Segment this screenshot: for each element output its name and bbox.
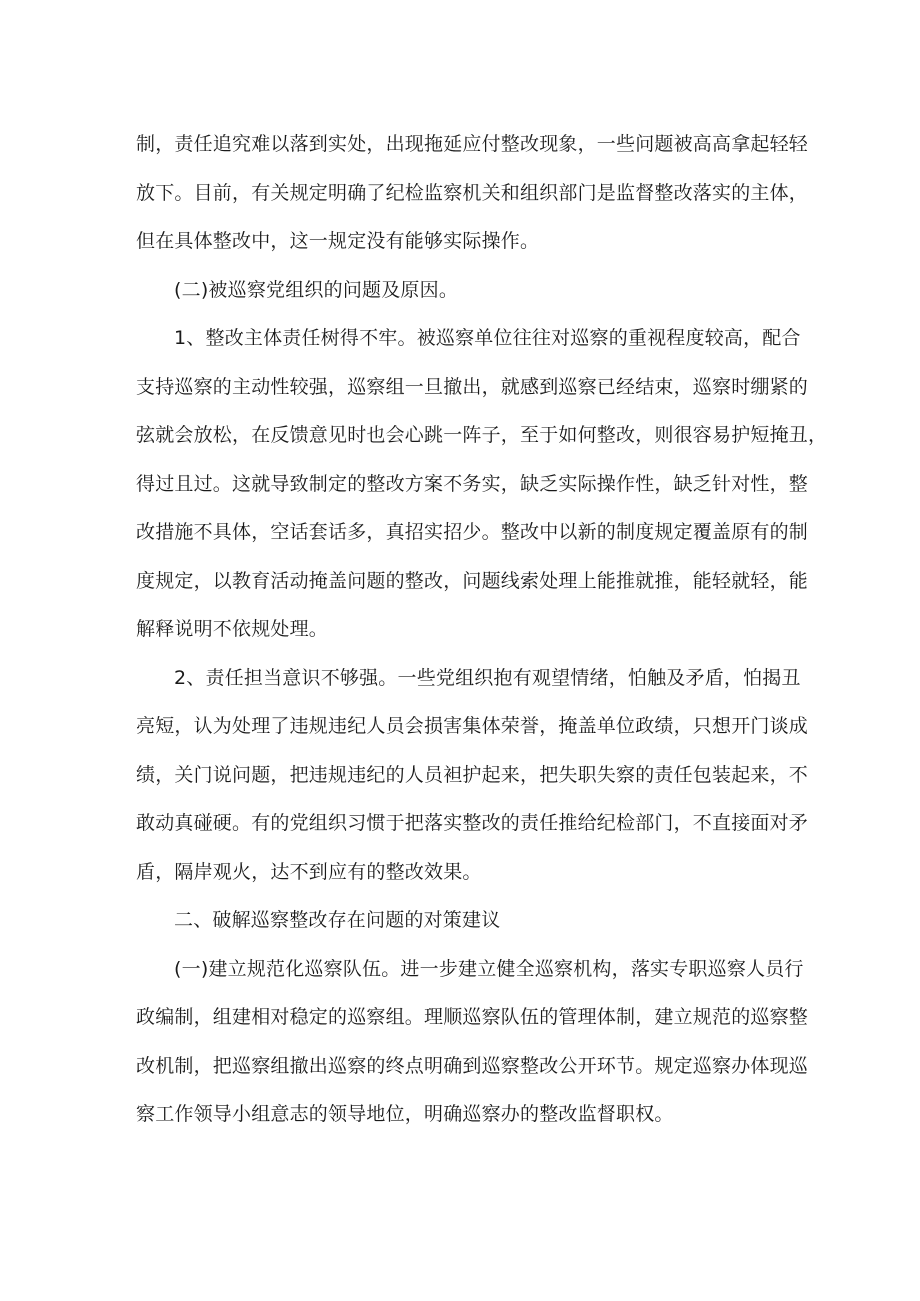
text-line: 制，责任追究难以落到实处，出现拖延应付整改现象，一些问题被高高拿起轻轻 [136, 133, 809, 155]
text-line: 支持巡察的主动性较强，巡察组一旦撤出，就感到巡察已经结束，巡察时绷紧的 [136, 375, 809, 398]
section-heading-text: 二、破解巡察整改存在问题的对策建议 [174, 909, 501, 931]
paragraph-item-1 [136, 314, 828, 654]
subheading-text: (二)被巡察党组织的问题及原因。 [174, 278, 459, 301]
text-line: 敢动真碰硬。有的党组织习惯于把落实整改的责任推给纪检部门，不直接面对矛 [136, 812, 809, 834]
section-heading-countermeasures [136, 896, 784, 945]
document-body [136, 120, 828, 1139]
text-line: 盾，隔岸观火，达不到应有的整改效果。 [136, 860, 482, 883]
text-line: 改机制，把巡察组撤出巡察的终点明确到巡察整改公开环节。规定巡察办体现巡 [136, 1054, 809, 1077]
text-line: 解释说明不依规处理。 [136, 618, 329, 640]
text-line: 政编制，组建相对稳定的巡察组。理顺巡察队伍的管理体制，建立规范的巡察整 [136, 1006, 809, 1028]
text-line: 绩，关门说问题，把违规违纪的人员袒护起来，把失职失察的责任包装起来，不 [136, 763, 809, 786]
text-line: 改措施不具体，空话套话多，真招实招少。整改中以新的制度规定覆盖原有的制 [136, 521, 809, 543]
paragraph-measure-1 [136, 945, 809, 1139]
text-line: 得过且过。这就导致制定的整改方案不务实，缺乏实际操作性，缺乏针对性，整 [136, 472, 809, 495]
subheading-problems-of-inspected-org [136, 266, 784, 315]
text-line: 度规定，以教育活动掩盖问题的整改，问题线索处理上能推就推，能轻就轻，能 [136, 569, 809, 592]
text-line: 但在具体整改中，这一规定没有能够实际操作。 [136, 230, 540, 252]
text-line: 察工作领导小组意志的领导地位，明确巡察办的整改监督职权。 [136, 1103, 674, 1125]
text-line: 2、责任担当意识不够强。一些党组织抱有观望情绪，怕触及矛盾，怕揭丑 [174, 666, 801, 689]
paragraph-item-2 [136, 654, 809, 897]
text-line: 亮短，认为处理了违规违纪人员会损害集体荣誉，掩盖单位政绩，只想开门谈成 [136, 715, 809, 737]
text-line: 放下。目前，有关规定明确了纪检监察机关和组织部门是监督整改落实的主体， [136, 181, 809, 204]
text-line: (一)建立规范化巡察队伍。进一步建立健全巡察机构，落实专职巡察人员行 [174, 957, 804, 980]
text-line: 1、整改主体责任树得不牢。被巡察单位往往对巡察的重视程度较高，配合 [174, 327, 801, 349]
text-line: 弦就会放松，在反馈意见时也会心跳一阵子，至于如何整改，则很容易护短掩丑， [136, 424, 828, 446]
paragraph-carryover [136, 120, 809, 266]
